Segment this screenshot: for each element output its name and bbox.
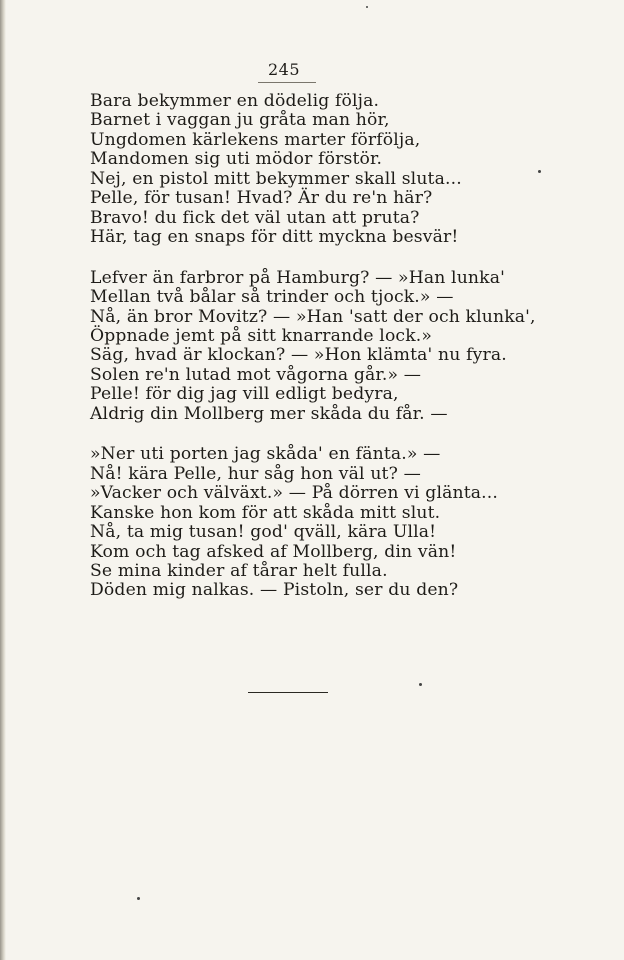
ink-speck bbox=[137, 897, 140, 900]
stanza-2 bbox=[90, 269, 560, 425]
poem-line: Öppnade jemt på sitt knarrande lock.» bbox=[90, 325, 433, 346]
poem-line: Kom och tag afsked af Mollberg, din vän! bbox=[90, 541, 457, 562]
stanza-1 bbox=[90, 92, 560, 248]
poem-line: Bara bekymmer en dödelig följa. bbox=[90, 91, 380, 111]
poem-line: Mellan två bålar så trinder och tjock.» — bbox=[90, 287, 454, 308]
stanza-3 bbox=[90, 445, 560, 601]
poem-line: Döden mig nalkas. — Pistoln, ser du den? bbox=[90, 580, 459, 601]
end-rule bbox=[248, 692, 328, 693]
poem-line: Se mina kinder af tårar helt fulla. bbox=[90, 560, 388, 581]
poem-line: Säg, hvad är klockan? — »Hon klämta' nu fyra. bbox=[90, 345, 507, 366]
page-number: 245 bbox=[268, 60, 301, 79]
poem-line: Barnet i vaggan ju gråta man hör, bbox=[90, 110, 390, 131]
poem-line: Bravo! du fick det väl utan att pruta? bbox=[90, 207, 420, 228]
poem-line: Ungdomen kärlekens marter förfölja, bbox=[90, 129, 421, 150]
poem-line: Nå, ta mig tusan! god' qväll, kära Ulla! bbox=[90, 522, 437, 543]
poem-line: Nej, en pistol mitt bekymmer skall sluta... bbox=[90, 168, 462, 189]
poem-line: Solen re'n lutad mot vågorna går.» — bbox=[90, 364, 422, 385]
poem-line: Här, tag en snaps för ditt myckna besvär! bbox=[90, 227, 459, 248]
poem-line: Aldrig din Mollberg mer skåda du får. — bbox=[90, 403, 448, 424]
poem-line: Pelle! för dig jag vill edligt bedyra, bbox=[90, 384, 399, 405]
poem-line: Lefver än farbror på Hamburg? — »Han lunka' bbox=[90, 267, 505, 288]
poem bbox=[90, 92, 560, 622]
ink-speck bbox=[366, 6, 368, 8]
ink-speck bbox=[419, 683, 422, 686]
poem-line: Mandomen sig uti mödor förstör. bbox=[90, 149, 383, 170]
poem-line: »Ner uti porten jag skåda' en fänta.» — bbox=[90, 444, 441, 465]
poem-line: »Vacker och välväxt.» — På dörren vi glänta... bbox=[90, 483, 499, 504]
page-number-rule bbox=[258, 82, 316, 83]
page-binding-edge bbox=[0, 0, 6, 960]
poem-line: Nå! kära Pelle, hur såg hon väl ut? — bbox=[90, 463, 421, 484]
poem-line: Pelle, för tusan! Hvad? Är du re'n här? bbox=[90, 188, 433, 209]
poem-line: Kanske hon kom för att skåda mitt slut. bbox=[90, 502, 441, 523]
poem-line: Nå, än bror Movitz? — »Han 'satt der och klunka', bbox=[90, 306, 536, 327]
ink-speck bbox=[538, 170, 541, 173]
